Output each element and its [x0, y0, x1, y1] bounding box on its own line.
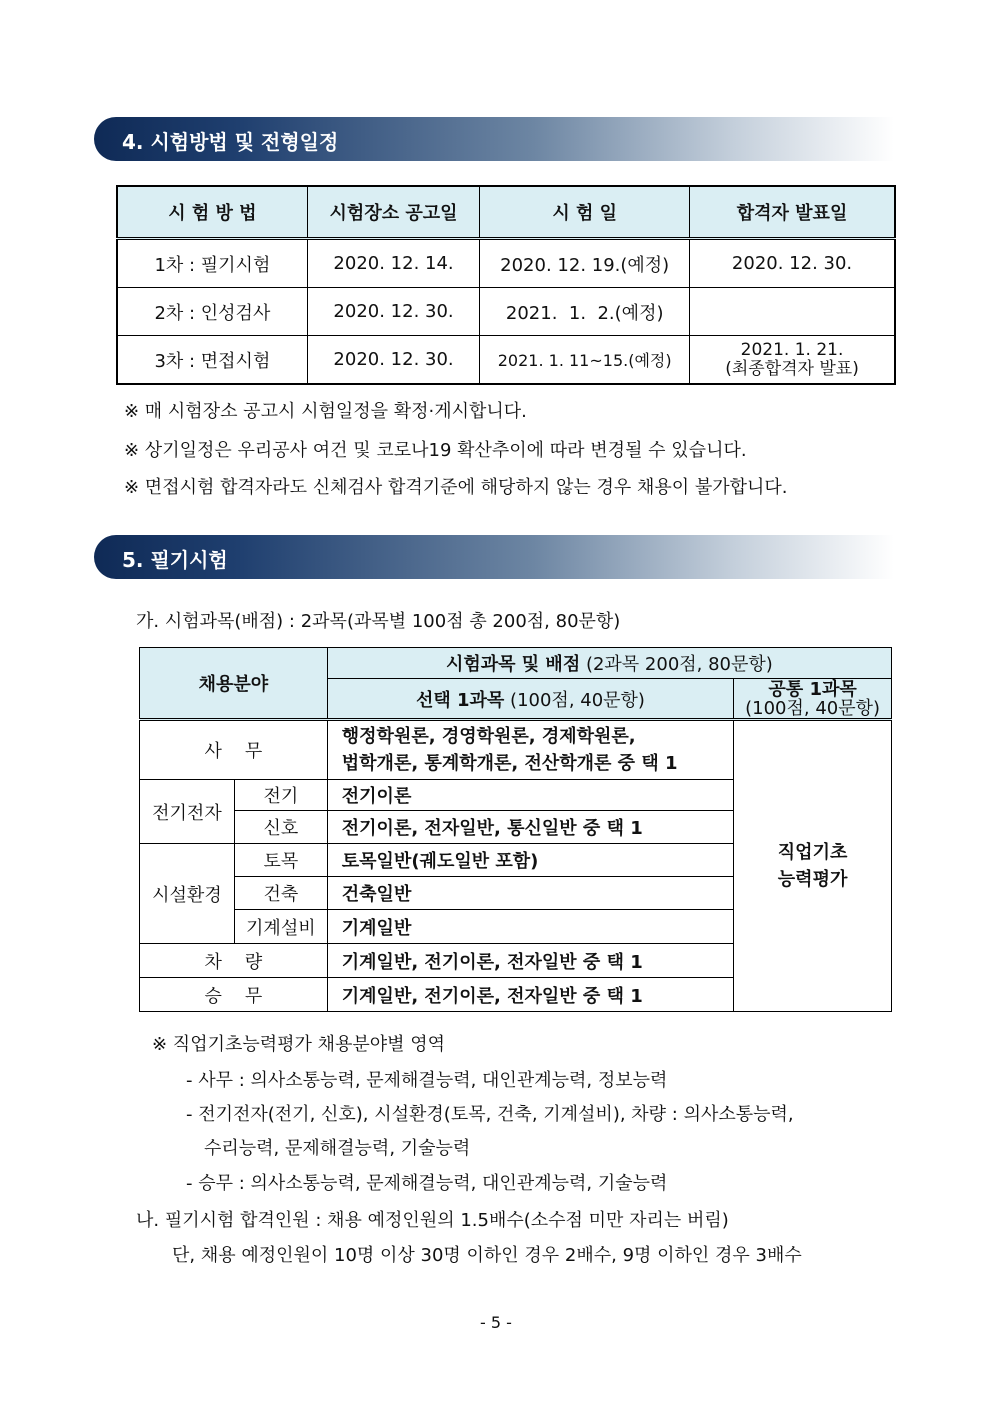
header-method: 시 험 방 법 — [117, 186, 307, 239]
office-label: 사 무 — [140, 720, 328, 780]
exam-cell: 2021. 1. 11~15.(예정) — [480, 336, 690, 385]
field-header: 채용분야 — [140, 648, 328, 720]
final-result-date: 2021. 1. 21. — [740, 339, 844, 360]
ncs-item: - 승무 : 의사소통능력, 문제해결능력, 대인관계능력, 기술능력 — [186, 1173, 668, 1194]
header-exam-date: 시 험 일 — [480, 186, 690, 239]
common-header-note: (100점, 40문항) — [745, 697, 881, 719]
office-subject — [327, 720, 733, 780]
schedule-note: ※ 상기일정은 우리공사 여건 및 코로나19 확산추이에 따라 변경될 수 있습니다. — [124, 440, 747, 461]
common-subject-line1: 직업기초 — [777, 842, 848, 863]
field-subject: 기계일반 — [327, 910, 733, 944]
subject-header — [327, 648, 891, 679]
result-cell — [690, 336, 895, 385]
subjects-header-row — [140, 648, 892, 679]
vehicle-label: 차 량 — [140, 944, 328, 978]
field-label: 기계설비 — [234, 910, 327, 944]
ncs-note: ※ 직업기초능력평가 채용분야별 영역 — [152, 1034, 446, 1055]
field-label: 신호 — [234, 811, 327, 844]
crew-label: 승 무 — [140, 978, 328, 1012]
electric-group-label: 전기전자 — [140, 780, 235, 844]
header-result-date: 합격자 발표일 — [690, 186, 895, 239]
vehicle-subject: 기계일반, 전기이론, 전자일반 중 택 1 — [327, 944, 733, 978]
elective-header — [327, 679, 733, 720]
subject-header-label: 시험과목 및 배점 — [445, 654, 581, 675]
pass-count-detail: 단, 채용 예정인원이 10명 이상 30명 이하인 경우 2배수, 9명 이하인 경우 3배수 — [172, 1245, 802, 1266]
page-number: - 5 - — [480, 1313, 512, 1332]
common-header — [734, 679, 892, 720]
result-cell — [690, 288, 895, 336]
ncs-item: - 전기전자(전기, 신호), 시설환경(토목, 건축, 기계설비), 차량 : 의사소통능력, — [186, 1104, 794, 1125]
ncs-item: - 사무 : 의사소통능력, 문제해결능력, 대인관계능력, 정보능력 — [186, 1070, 668, 1091]
schedule-note: ※ 면접시험 합격자라도 신체검사 합격기준에 해당하지 않는 경우 채용이 불가합니다. — [124, 477, 788, 498]
exam-cell: 2020. 12. 19.(예정) — [480, 239, 690, 288]
field-subject: 전기이론, 전자일반, 통신일반 중 택 1 — [327, 811, 733, 844]
field-label: 전기 — [234, 780, 327, 811]
method-cell: 1차 : 필기시험 — [117, 239, 307, 288]
common-subject-line2: 능력평가 — [777, 869, 848, 890]
schedule-note: ※ 매 시험장소 공고시 시험일정을 확정·게시합니다. — [124, 401, 527, 422]
pass-count-line: 나. 필기시험 합격인원 : 채용 예정인원의 1.5배수(소수점 미만 자리는 버림) — [136, 1210, 729, 1231]
header-notice: 시험장소 공고일 — [307, 186, 480, 239]
method-cell: 2차 : 인성검사 — [117, 288, 307, 336]
schedule-row — [117, 336, 895, 385]
section-4-title: 4. 시험방법 및 전형일정 — [122, 130, 339, 154]
facility-group-label: 시설환경 — [140, 844, 235, 944]
elective-header-label: 선택 1과목 — [415, 689, 505, 711]
elective-header-note: (100점, 40문항) — [510, 689, 645, 711]
final-result-note: (최종합격자 발표) — [725, 358, 859, 379]
field-subject: 전기이론 — [327, 780, 733, 811]
ncs-item: 수리능력, 문제해결능력, 기술능력 — [204, 1138, 471, 1159]
subjects-table — [139, 647, 892, 1012]
section-5-title: 5. 필기시험 — [122, 548, 228, 572]
notice-cell: 2020. 12. 14. — [307, 239, 480, 288]
section-4-header — [94, 117, 894, 161]
subject-header-note: (2과목 200점, 80문항) — [585, 654, 773, 675]
notice-cell: 2020. 12. 30. — [307, 288, 480, 336]
result-cell: 2020. 12. 30. — [690, 239, 895, 288]
field-label: 건축 — [234, 877, 327, 910]
exam-cell: 2021. 1. 2.(예정) — [480, 288, 690, 336]
office-row — [140, 720, 892, 780]
field-subject: 토목일반(궤도일반 포함) — [327, 844, 733, 877]
field-subject: 건축일반 — [327, 877, 733, 910]
crew-subject: 기계일반, 전기이론, 전자일반 중 택 1 — [327, 978, 733, 1012]
schedule-row — [117, 288, 895, 336]
schedule-row — [117, 239, 895, 288]
common-header-label: 공통 1과목 — [768, 678, 857, 700]
office-subject-line1: 행정학원론, 경영학원론, 경제학원론, — [341, 726, 636, 747]
notice-cell: 2020. 12. 30. — [307, 336, 480, 385]
method-cell: 3차 : 면접시험 — [117, 336, 307, 385]
office-subject-line2: 법학개론, 통계학개론, 전산학개론 중 택 1 — [341, 753, 678, 774]
field-label: 토목 — [234, 844, 327, 877]
section-5-header — [94, 535, 894, 579]
schedule-table — [116, 185, 896, 385]
schedule-header-row — [117, 186, 895, 239]
common-subject — [734, 720, 892, 1012]
exam-subjects-intro: 가. 시험과목(배점) : 2과목(과목별 100점 총 200점, 80문항) — [136, 611, 621, 632]
